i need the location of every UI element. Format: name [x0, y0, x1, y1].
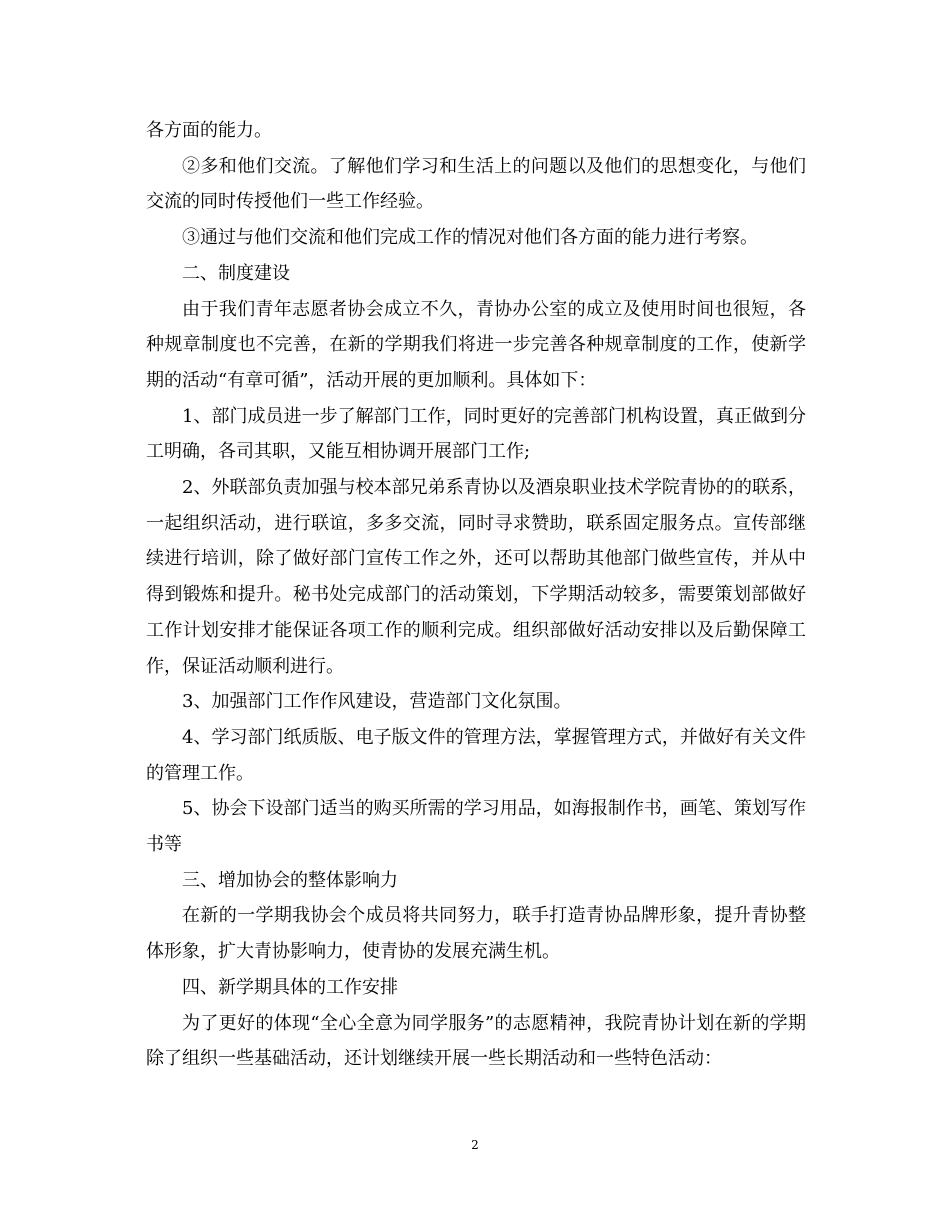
document-body: [146, 113, 806, 1077]
paragraph-item-3: ③通过与他们交流和他们完成工作的情况对他们各方面的能力进行考察。: [182, 227, 758, 249]
paragraph-list-item-5: 5、协会下设部门适当的购买所需的学习用品，如海报制作书，画笔、策划写作书等: [146, 798, 806, 856]
paragraph-list-item-4: 4、学习部门纸质版、电子版文件的管理方法，掌握管理方式，并做好有关文件的管理工作。: [146, 726, 806, 784]
paragraph-list-item-3: 3、加强部门工作作风建设，营造部门文化氛围。: [182, 691, 572, 713]
paragraph-influence: 在新的一学期我协会个成员将共同努力，联手打造青协品牌形象，提升青协整体形象，扩大青协影响力，使青协的发展充满生机。: [146, 905, 806, 963]
paragraph-item-2: ②多和他们交流。了解他们学习和生活上的问题以及他们的思想变化，与他们交流的同时传授他们一些工作经验。: [146, 155, 806, 213]
paragraph-work-plan: 为了更好的体现“全心全意为同学服务”的志愿精神，我院青协计划在新的学期除了组织一些基础活动，还计划继续开展一些长期活动和一些特色活动：: [146, 1012, 806, 1070]
page-number: 2: [471, 1138, 479, 1152]
paragraph-system-intro: 由于我们青年志愿者协会成立不久，青协办公室的成立及使用时间也很短，各种规章制度也不完善，在新的学期我们将进一步完善各种规章制度的工作，使新学期的活动“有章可循”，活动开展的更加顺利。具体如下：: [146, 298, 806, 391]
paragraph-list-item-1: 1、部门成员进一步了解部门工作，同时更好的完善部门机构设置，真正做到分工明确，各司其职，又能互相协调开展部门工作;: [146, 405, 806, 463]
paragraph-continuation: 各方面的能力。: [146, 120, 272, 141]
section-heading-2: 二、制度建设: [182, 262, 290, 284]
paragraph-list-item-2: 2、外联部负责加强与校本部兄弟系青协以及酒泉职业技术学院青协的的联系，一起组织活动，进行联谊，多多交流，同时寻求赞助，联系固定服务点。宣传部继续进行培训，除了做好部门宣传工作之外，还可以帮助其他部门做些宣传，并从中得到锻炼和提升。秘书处完成部门的活动策划，下学期活动较多，需要策划部做好工作计划安排才能保证各项工作的顺利完成。组织部做好活动安排以及后勤保障工作，保证活动顺利进行。: [146, 477, 806, 677]
section-heading-4: 四、新学期具体的工作安排: [182, 976, 398, 998]
section-heading-3: 三、增加协会的整体影响力: [182, 869, 398, 891]
